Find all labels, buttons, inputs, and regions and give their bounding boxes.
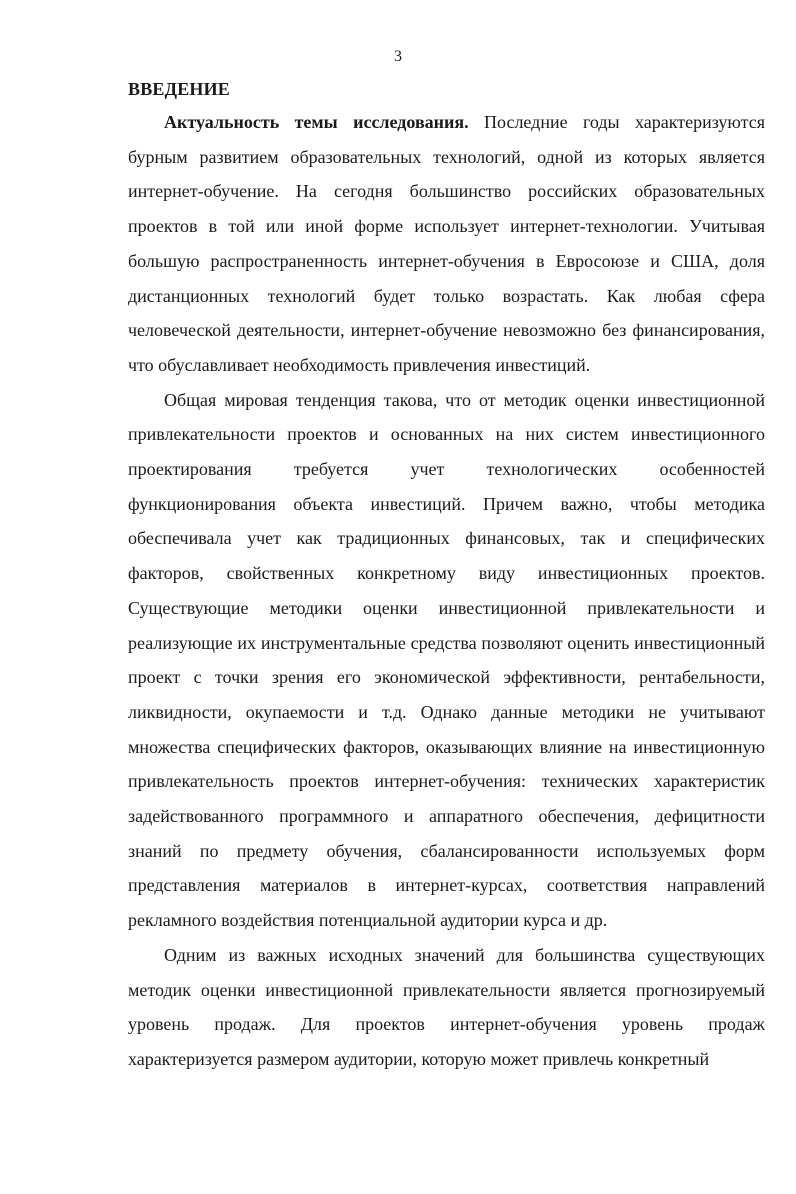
page-number: 3 xyxy=(394,48,402,65)
paragraph-text: Последние годы характеризуются бурным развитием образовательных технологий, одной из которых является интернет-обучение. На сегодня большинство российских образовательных проектов в той или иной форме использует интернет-технологии. Учитывая большую распространенность интернет-обучения в Евросоюзе и США, доля дистанционных технологий будет только возрастать. Как любая сфера человеческой деятельности, интернет-обучение невозможно без финансирования, что обуславливает необходимость привлечения инвестиций. xyxy=(128,112,766,375)
paragraph-lead: Актуальность темы исследования. xyxy=(164,112,469,132)
body-text xyxy=(128,105,765,1077)
paragraph-sales: Одним из важных исходных значений для большинства существующих методик оценки инвестиционной привлекательности является прогнозируемый уровень продаж. Для проектов интернет-обучения уровень продаж характеризуется размером аудитории, которую может привлечь конкретный xyxy=(128,944,765,1069)
paragraph-trend: Общая мировая тенденция такова, что от методик оценки инвестиционной привлекательности проектов и основанных на них систем инвестиционного проектирования требуется учет технологических особенностей функционирования объекта инвестиций. Причем важно, чтобы методика обеспечивала учет как традиционных финансовых, так и специфических факторов, свойственных конкретному виду инвестиционных проектов. Существующие методики оценки инвестиционной привлекательности и реализующие их инструментальные средства позволяют оценить инвестиционный проект с точки зрения его экономической эффективности, рентабельности, ликвидности, окупаемости и т.д. Однако данные методики не учитывают множества специфических факторов, оказывающих влияние на инвестиционную привлекательность проектов интернет-обучения: технических характеристик задействованного программного и аппаратного обеспечения, дефицитности знаний по предмету обучения, сбалансированности используемых форм представления материалов в интернет-курсах, соответствия направлений рекламного воздействия потенциальной аудитории курса и др. xyxy=(128,389,765,931)
section-heading: ВВЕДЕНИЕ xyxy=(128,79,231,99)
paragraph-relevance xyxy=(128,105,765,383)
